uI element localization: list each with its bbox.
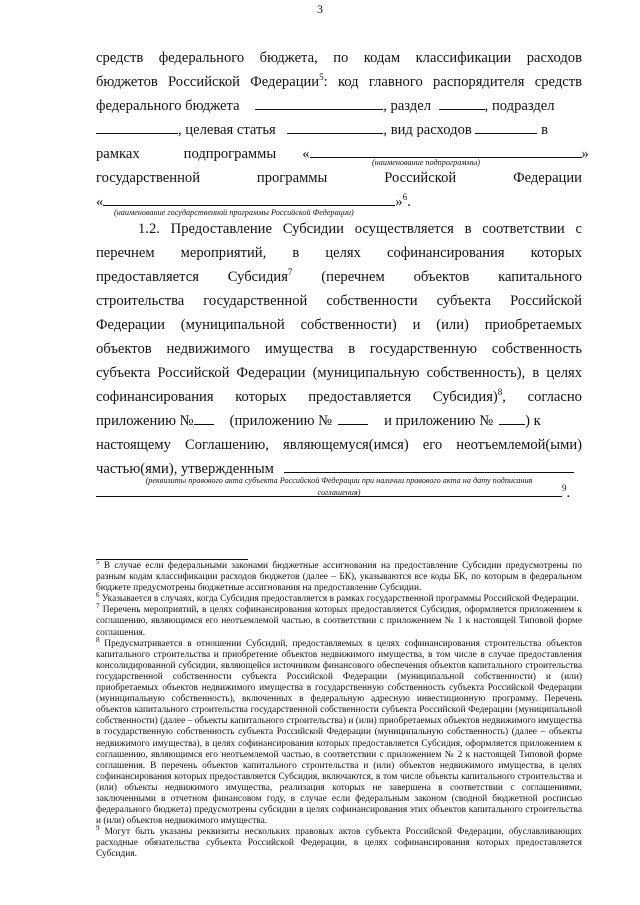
text-line: государственной программы Российской Федерации (96, 170, 582, 186)
footnote-separator (96, 559, 248, 560)
text-line: частью(ями), утвержденным (96, 457, 582, 481)
footnote-9: $^9$ Могут быть указаны реквизиты нескольких правовых актов субъекта Российской Федерации, обуславливающих расходные обязательства субъекта Российской Федерации, в целях софинансирования которых предоставляется Субсидия. (96, 824, 582, 860)
footnotes (96, 558, 583, 861)
footnote-7: $^7$ Перечень мероприятий, в целях софинансирования которых предоставляется Субсидия, оформляется приложением к соглашению, являющимся его неотъемлемой частью, в соответствии с приложением № 1 к настоящей Типовой форме соглашения. (96, 602, 582, 638)
text-line: настоящему Соглашению, являющемуся(имся) его неотъемлемой(ыми) (96, 437, 582, 453)
caption-subprogram: (наименование подпрограммы) (372, 158, 481, 167)
text-line: средств федерального бюджета, по кодам классификации расходов (96, 50, 582, 66)
footnote-8: $^8$ Предусматривается в отношении Субсидий, предоставляемых в целях софинансирования строительства объектов капитального строительства и приобретение объектов недвижимого имущества, в том числе в случае предоставления консолидированной субсидии, являющейся источником финансового обеспечения объектов капитального строительства государственной собственности субъекта Российской Федерации (муниципальной собственности) и (или) приобретаемых объектов недвижимого имущества в государственную собственность субъекта Российской Федерации (муниципальную собственность), включенных в федеральную адресную инвестиционную программу. Перечень объектов капитального строительства государственной собственности субъекта Российской Федерации (муниципальной собственности) (далее – объекты капитального строительства) и (или) приобретаемых объектов недвижимого имущества в государственную собственность субъекта Российской Федерации (муниципальную собственность) (далее – объекты недвижимого имущества), в целях софинансирования которых предоставляется Субсидия, оформляется приложением к соглашению, являющимся его неотъемлемой частью, в соответствии с приложением № 2 к настоящей Типовой форме соглашения. В перечень объектов капитального строительства и (или) объектов недвижимого имущества, в целях софинансирования которых предоставляется Субсидия, включаются, в том числе объекты капитального строительства и (или) объекты недвижимого имущества, реализация которых не завершена в соответствии с соглашениями, заключенными в отчетном финансовом году, в случае если федеральным законом (сводной бюджетной росписью федерального бюджета) предусмотрены субсидии в целях софинансирования этих объектов капитального строительства и (или) объектов недвижимого имущества. (96, 635, 583, 827)
text-line: софинансирования которых предоставляется Субсидия)$^8$, согласно (96, 387, 582, 405)
blank-field-target-article[interactable] (287, 119, 383, 134)
text-line: « »$^6$. (96, 192, 411, 210)
text-line: субъекта Российской Федерации (муниципальную собственность), в целях (96, 365, 582, 381)
blank-field-state-program[interactable] (103, 191, 395, 206)
footnote-6: $^6$ Указывается в случаях, когда Субсидия предоставляется в рамках государственной программы Российской Федерации. (96, 591, 579, 605)
text-line: федерального бюджета , раздел , подраздел (96, 94, 582, 118)
footnote-ref-5: 5 (319, 72, 324, 82)
blank-field-kgrs[interactable] (255, 95, 383, 110)
caption-requisites: (реквизиты правового акта субъекта Российской Федерации при наличии правового акта на дату подписания соглашения) (145, 476, 533, 497)
paragraph-budget-codes (96, 46, 589, 166)
blank-field-annex-3[interactable] (499, 410, 525, 425)
footnote-ref-8: 8 (497, 387, 503, 397)
blank-field-section[interactable] (439, 95, 485, 110)
footnote-5: $^5$ В случае если федеральными законами бюджетные ассигнования на предоставление Субсидии предусмотрены по разным кодам классификации расходов бюджетов (далее – БК), указываются все коды БК, по которым в федеральном бюджете предусмотрены бюджетные ассигнования на предоставление Субсидии. (96, 558, 582, 594)
text-line: предоставляется Субсидия$^7$ (перечнем объектов капитального (96, 267, 582, 285)
text-line: приложению № (приложению № и приложению № ) к (96, 409, 582, 433)
footnote-ref-6: 6 (402, 192, 408, 202)
page-number: 3 (317, 2, 323, 16)
text-line: , целевая статья , вид расходов в (96, 118, 582, 142)
blank-field-approved-by[interactable] (284, 458, 574, 473)
text-line: перечнем мероприятий, в целях софинансирования которых (96, 245, 582, 261)
text-line: $^9$. (96, 481, 582, 505)
text-line: строительства государственной собственности субъекта Российской (96, 293, 582, 309)
blank-field-annex-1[interactable] (194, 410, 214, 425)
footnote-ref-9: 9 (562, 483, 567, 493)
text-line: Федерации (муниципальной собственности) и (или) приобретаемых (96, 317, 582, 333)
blank-field-subsection[interactable] (96, 119, 178, 134)
blank-field-subprogram[interactable] (310, 143, 582, 158)
blank-field-annex-2[interactable] (338, 410, 368, 425)
footnote-ref-7: 7 (287, 267, 293, 277)
paragraph-1-2 (96, 217, 582, 505)
text-line: бюджетов Российской Федерации$^5$: код главного распорядителя средств (96, 72, 582, 90)
text-line: объектов недвижимого имущества в государственную собственность (96, 341, 582, 357)
paragraph-state-program (96, 166, 582, 214)
text-line: рамках подпрограммы « » (96, 142, 582, 166)
caption-state-program: (наименование государственной программы Российской Федерации) (114, 208, 354, 217)
text-line: 1.2. Предоставление Субсидии осуществляется в соответствии с (138, 221, 582, 237)
blank-field-expense-type[interactable] (475, 119, 537, 134)
